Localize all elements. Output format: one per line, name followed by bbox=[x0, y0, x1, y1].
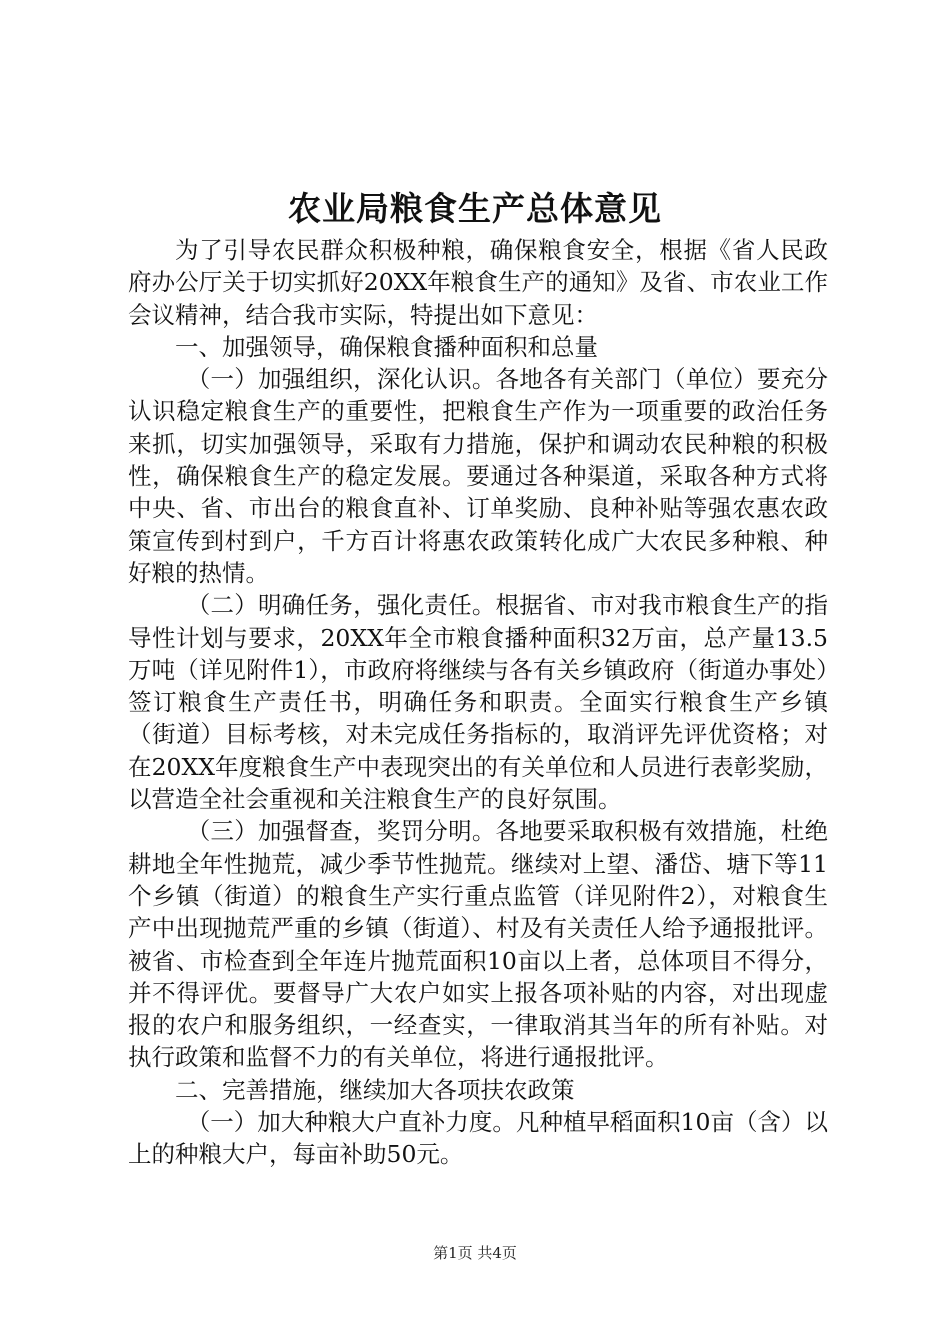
subsection-paragraph-1-1: （一）加强组织，深化认识。各地各有关部门（单位）要充分认识稳定粮食生产的重要性，把粮食生产作为一项重要的政治任务来抓，切实加强领导，采取有力措施，保护和调动农民种粮的积极性，确保粮食生产的稳定发展。要通过各种渠道，采取各种方式将中央、省、市出台的粮食直补、订单奖励、良种补贴等强农惠农政策宣传到村到户，千方百计将惠农政策转化成广大农民多种粮、种好粮的热情。 bbox=[128, 365, 828, 587]
section-heading-1: 一、加强领导，确保粮食播种面积和总量 bbox=[175, 332, 598, 361]
document-body bbox=[128, 234, 828, 1171]
subsection-paragraph-1-2: （二）明确任务，强化责任。根据省、市对我市粮食生产的指导性计划与要求，20XX年全市粮食播种面积32万亩，总产量13.5万吨（详见附件1），市政府将继续与各有关乡镇政府（街道办事处）签订粮食生产责任书，明确任务和职责。全面实行粮食生产乡镇（街道）目标考核，对未完成任务指标的，取消评先评优资格；对在20XX年度粮食生产中表现突出的有关单位和人员进行表彰奖励，以营造全社会重视和关注粮食生产的良好氛围。 bbox=[128, 591, 828, 814]
subsection-paragraph-1-3: （三）加强督查，奖罚分明。各地要采取积极有效措施，杜绝耕地全年性抛荒，减少季节性抛荒。继续对上望、潘岱、塘下等11个乡镇（街道）的粮食生产实行重点监管（详见附件2），对粮食生产中出现抛荒严重的乡镇（街道）、村及有关责任人给予通报批评。被省、市检查到全年连片抛荒面积10亩以上者，总体项目不得分，并不得评优。要督导广大农户如实上报各项补贴的内容，对出现虚报的农户和服务组织，一经查实，一律取消其当年的所有补贴。对执行政策和监督不力的有关单位，将进行通报批评。 bbox=[128, 817, 828, 1072]
page-footer: 第1页 共4页 bbox=[433, 1244, 517, 1262]
page-title: 农业局粮食生产总体意见 bbox=[288, 189, 662, 228]
subsection-paragraph-2-1: （一）加大种粮大户直补力度。凡种植早稻面积10亩（含）以上的种粮大户，每亩补助50元。 bbox=[128, 1108, 828, 1169]
section-heading-2: 二、完善措施，继续加大各项扶农政策 bbox=[175, 1075, 575, 1104]
intro-paragraph: 为了引导农民群众积极种粮，确保粮食安全，根据《省人民政府办公厅关于切实抓好20XX年粮食生产的通知》及省、市农业工作会议精神，结合我市实际，特提出如下意见： bbox=[128, 236, 828, 329]
